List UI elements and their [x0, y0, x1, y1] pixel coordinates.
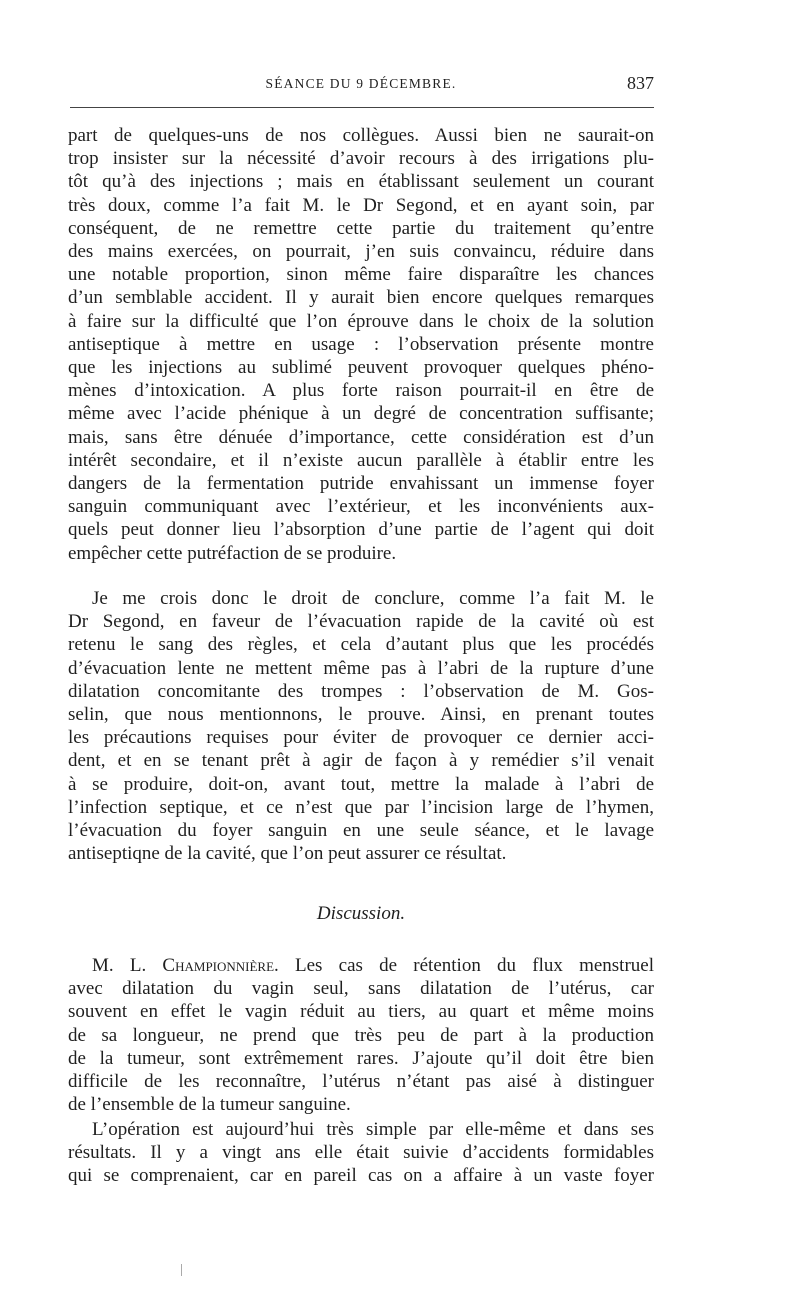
text-line: intérêt secondaire, et il n’existe aucun parallèle à établir entre les [68, 449, 654, 471]
speaker-name: M. L. Championnière. [92, 955, 279, 976]
page-header [68, 73, 654, 100]
text-line: qui se comprenaient, car en pareil cas on a affaire à un vaste foyer [68, 1165, 654, 1187]
text-line: sanguin communiquant avec l’extérieur, et les inconvénients aux- [68, 496, 654, 518]
text-line: Dr Segond, en faveur de l’évacuation rapide de la cavité où est [68, 611, 654, 633]
text-line [68, 954, 654, 977]
paragraph-conclusion [68, 587, 654, 865]
text-line: tôt qu’à des injections ; mais en établissant seulement un courant [68, 171, 654, 193]
text-line: avec dilatation du vagin seul, sans dilatation de l’utérus, car [68, 978, 654, 1000]
text-line-rest: Les cas de rétention du flux menstruel [295, 955, 654, 976]
text-line: mènes d’intoxication. A plus forte raison pourrait-il en être de [68, 380, 654, 402]
text-line: l’évacuation du foyer sanguin en une seule séance, et le lavage [68, 820, 654, 842]
text-line: l’infection septique, et ce n’est que par l’incision large de l’hymen, [68, 796, 654, 818]
text-line: retenu le sang des règles, et cela d’autant plus que les procédés [68, 634, 654, 656]
text-line: à faire sur la difficulté que l’on éprouve dans le choix de la solution [68, 310, 654, 332]
page-number: 837 [627, 73, 654, 93]
text-line: selin, que nous mentionnons, le prouve. Ainsi, en prenant toutes [68, 704, 654, 726]
text-line: antiseptiqne de la cavité, que l’on peut assurer ce résultat. [68, 843, 507, 865]
text-line: dent, et en se tenant prêt à agir de façon à y remédier s’il venait [68, 750, 654, 772]
text-line: souvent en effet le vagin réduit au tiers, au quart et même moins [68, 1001, 654, 1023]
discussion-heading: Discussion. [316, 903, 406, 924]
header-rule [70, 107, 654, 108]
text-line: empêcher cette putréfaction de se produire. [68, 542, 397, 564]
text-line: de sa longueur, ne prend que très peu de part à la production [68, 1024, 654, 1046]
paragraph-operation [68, 1118, 654, 1188]
text-line: les précautions requises pour éviter de provoquer ce dernier acci- [68, 727, 654, 749]
running-title: SÉANCE DU 9 DÉCEMBRE. [265, 76, 457, 91]
text-line: même avec l’acide phénique à un degré de concentration suffisante; [68, 403, 654, 425]
print-mark [181, 1264, 182, 1276]
paragraph-continuation [68, 124, 654, 565]
text-line: de l’ensemble de la tumeur sanguine. [68, 1094, 351, 1116]
text-line: résultats. Il y a vingt ans elle était suivie d’accidents formidables [68, 1142, 654, 1164]
text-line: mais, sans être dénuée d’importance, cette considération est d’un [68, 426, 654, 448]
text-line: dangers de la fermentation putride envahissant un immense foyer [68, 473, 654, 495]
text-line: Je me crois donc le droit de conclure, comme l’a fait M. le [92, 588, 654, 609]
text-line: de la tumeur, sont extrêmement rares. J’ajoute qu’il doit être bien [68, 1047, 654, 1069]
text-line: part de quelques-uns de nos collègues. Aussi bien ne saurait-on [68, 125, 654, 146]
text-line: difficile de les reconnaître, l’utérus n’étant pas aisé à distinguer [68, 1071, 654, 1093]
text-line: à se produire, doit-on, avant tout, mettre la malade à l’abri de [68, 773, 654, 795]
text-line: très doux, comme l’a fait M. le Dr Segond, et en ayant soin, par [68, 194, 654, 216]
text-line: dilatation concomitante des trompes : l’observation de M. Gos- [68, 680, 654, 702]
text-line: que les injections au sublimé peuvent provoquer quelques phéno- [68, 357, 654, 379]
text-line: d’évacuation lente ne mettent même pas à l’abri de la rupture d’une [68, 657, 654, 679]
text-line: trop insister sur la nécessité d’avoir recours à des irrigations plu- [68, 148, 654, 170]
text-line: quels peut donner lieu l’absorption d’une partie de l’agent qui doit [68, 519, 654, 541]
text-line: L’opération est aujourd’hui très simple par elle-même et dans ses [92, 1119, 654, 1140]
text-line: conséquent, de ne remettre cette partie du traitement qu’entre [68, 217, 654, 239]
text-line: des mains exercées, on pourrait, j’en suis convaincu, réduire dans [68, 241, 654, 263]
text-line: antiseptique à mettre en usage : l’observation présente montre [68, 333, 654, 355]
paragraph-discussion [68, 954, 654, 1116]
text-line: d’un semblable accident. Il y aurait bien encore quelques remarques [68, 287, 654, 309]
text-line: une notable proportion, sinon même faire disparaître les chances [68, 264, 654, 286]
